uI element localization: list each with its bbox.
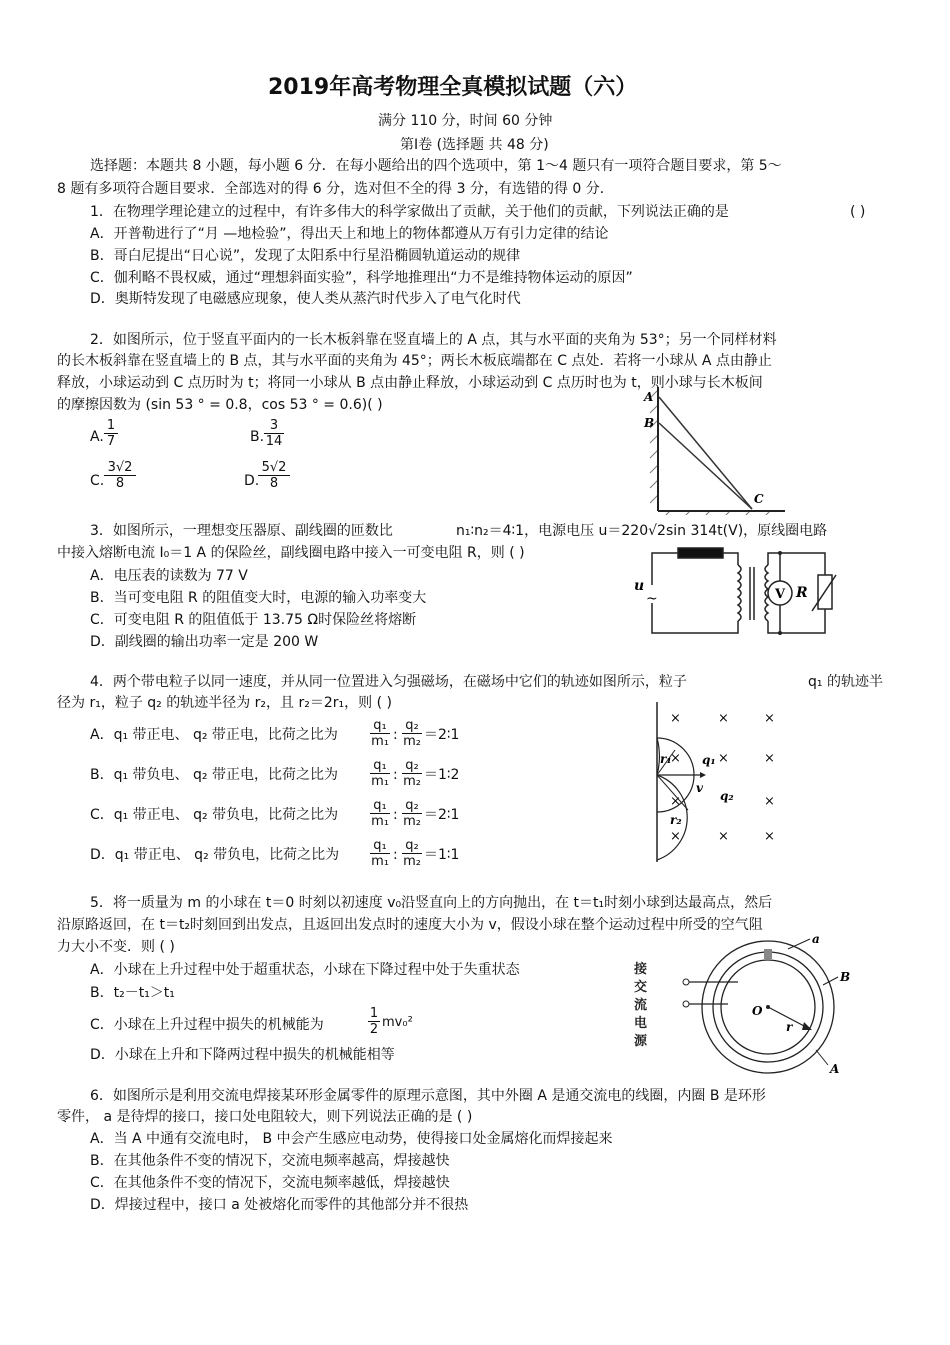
q2-point-c-label: C [754, 492, 764, 506]
q4-field-cross-7: × [670, 794, 681, 809]
q4-option-c-ratio: ＝2∶1 [424, 807, 460, 823]
q3-option-b: B．当可变电阻 R 的阻值变大时，电源的输入功率变大 [90, 590, 427, 606]
q3-option-d: D．副线圈的输出功率一定是 200 W [90, 634, 319, 650]
q4-field-cross-10: × [718, 829, 729, 844]
q6-option-c: C．在其他条件不变的情况下，交流电频率越低，焊接越快 [90, 1175, 450, 1191]
q3-transformer-circuit [630, 545, 840, 640]
q6-option-d: D．焊接过程中，接口 a 处被熔化而零件的其他部分并不很热 [90, 1197, 469, 1213]
q1-option-a: A．开普勒进行了“月 —地检验”，得出天上和地上的物体都遵从万有引力定律的结论 [90, 226, 609, 242]
q6-option-b: B．在其他条件不变的情况下，交流电频率越高，焊接越快 [90, 1153, 450, 1169]
q4-option-c-fraction-1: $\frac{\text{q₁}}{\text{m₁}}$ [371, 798, 389, 829]
q4-option-a-fraction-2: $\frac{\text{q₂}}{\text{m₂}}$ [403, 718, 421, 749]
q1-option-d: D．奥斯特发现了电磁感应现象，使人类从蒸汽时代步入了电气化时代 [90, 291, 521, 307]
q4-option-c-colon: : [393, 807, 398, 823]
q4-option-b-colon: : [393, 767, 398, 783]
q1-answer-paren: ( ) [850, 204, 866, 220]
q5-option-c-fraction: $\frac{1}{2}$ [369, 1006, 379, 1037]
svg-text:电: 电 [634, 1016, 648, 1031]
q4-option-b-fraction-1: $\frac{\text{q₁}}{\text{m₁}}$ [371, 758, 389, 789]
svg-text:交: 交 [634, 980, 648, 995]
q5-option-a: A．小球在上升过程中处于超重状态，小球在下降过程中处于失重状态 [90, 962, 520, 978]
q5-option-b: B．t₂－t₁＞t₁ [90, 985, 175, 1001]
q6-radius-r-label: r [786, 1020, 793, 1034]
q2-option-d-label: D. [244, 473, 260, 489]
q4-option-b-ratio: ＝1∶2 [424, 767, 460, 783]
q6-joint-a-label: a [812, 935, 820, 946]
instructions-line-2: 8 题有多项符合题目要求．全部选对的得 6 分，选对但不全的得 3 分，有选错的得 0 分． [57, 181, 614, 197]
q4-field-cross-11: × [764, 829, 775, 844]
q6-center-o-label: O [752, 1004, 763, 1018]
q2-option-d-fraction: $\frac{5√2}{8}$ [258, 460, 290, 491]
q5-stem-line-3: 力大小不变．则 ( ) [57, 939, 175, 955]
q4-option-a-fraction-1: $\frac{\text{q₁}}{\text{m₁}}$ [371, 718, 389, 749]
q5-option-d: D．小球在上升和下降两过程中损失的机械能相等 [90, 1047, 395, 1063]
q4-magnetic-field-diagram [640, 700, 790, 865]
q4-r1-label: r₁ [660, 752, 672, 766]
q3-stem-line-2: 中接入熔断电流 I₀＝1 A 的保险丝，副线圈电路中接入一可变电阻 R，则 ( ) [57, 545, 525, 561]
q2-point-b-label: B [644, 416, 655, 430]
q2-stem-line-2: 的长木板斜靠在竖直墙上的 B 点，其与水平面的夹角为 45°；两长木板底端都在 C 点处．若将一小球从 A 点由静止 [57, 353, 772, 369]
q3-stem-line-1a: 3．如图所示，一理想变压器原、副线圈的匝数比 [90, 523, 393, 539]
q4-r2-label: r₂ [670, 813, 682, 827]
q2-option-a-label: A. [90, 429, 104, 445]
q4-option-d-fraction-2: $\frac{\text{q₂}}{\text{m₂}}$ [403, 838, 421, 869]
q4-option-c-fraction-2: $\frac{\text{q₂}}{\text{m₂}}$ [403, 798, 421, 829]
q2-option-c-fraction: $\frac{3√2}{8}$ [104, 460, 136, 491]
q2-option-c-label: C. [90, 473, 105, 489]
q4-q2-label: q₂ [720, 789, 734, 803]
q6-ring-b-label: B [840, 970, 851, 984]
q1-option-b: B．哥白尼提出“日心说”，发现了太阳系中行星沿椭圆轨道运动的规律 [90, 248, 521, 264]
q3-stem-line-1b: n₁∶n₂＝4∶1，电源电压 u＝220√2sin 314t(V)，原线圈电路 [456, 523, 828, 539]
q4-option-a-text: A．q₁ 带正电、 q₂ 带正电，比荷之比为 [90, 727, 338, 743]
q4-option-a-ratio: ＝2∶1 [424, 727, 460, 743]
q3-resistor-label: R [796, 585, 808, 601]
q4-stem-line-1: 4．两个带电粒子以同一速度，并从同一位置进入匀强磁场，在磁场中它们的轨迹如图所示，粒子 [90, 674, 687, 690]
q4-field-cross-6: × [764, 751, 775, 766]
q6-stem-line-2: 零件， a 是待焊的接口，接口处电阻较大，则下列说法正确的是 ( ) [57, 1109, 473, 1125]
q1-option-c: C．伽利略不畏权威，通过“理想斜面实验”，科学地推理出“力不是维持物体运动的原因” [90, 270, 633, 286]
q2-option-b-label: B. [250, 429, 265, 445]
q2-point-a-label: A [644, 390, 654, 404]
q3-option-c: C．可变电阻 R 的阻值低于 13.75 Ω时保险丝将熔断 [90, 612, 417, 628]
q4-field-cross-3: × [764, 711, 775, 726]
q4-field-cross-9: × [670, 829, 681, 844]
q6-option-a: A．当 A 中通有交流电时， B 中会产生感应电动势，使得接口处金属熔化而焊接起来 [90, 1131, 613, 1147]
q2-stem-line-4: 的摩擦因数为 (sin 53 ° = 0.8，cos 53 ° = 0.6)( ) [57, 397, 383, 413]
q4-option-c-text: C．q₁ 带正电、 q₂ 带负电，比荷之比为 [90, 807, 339, 823]
q1-stem: 1．在物理学理论建立的过程中，有许多伟大的科学家做出了贡献，关于他们的贡献，下列说法正确的是 [90, 204, 729, 220]
q4-stem-line-2: 径为 r₁，粒子 q₂ 的轨迹半径为 r₂，且 r₂＝2r₁，则 ( ) [57, 695, 392, 711]
q5-option-c: C．小球在上升过程中损失的机械能为 [90, 1017, 324, 1033]
svg-text:流: 流 [634, 998, 648, 1013]
q2-option-b-fraction: $\frac{3}{14}$ [265, 418, 283, 449]
q6-stem-line-1: 6．如图所示是利用交流电焊接某环形金属零件的原理示意图，其中外圈 A 是通交流电的线圈，内圈 B 是环形 [90, 1088, 766, 1104]
svg-text:接: 接 [634, 962, 648, 977]
q4-field-cross-2: × [718, 711, 729, 726]
q4-option-d-text: D．q₁ 带正电、 q₂ 带负电，比荷之比为 [90, 847, 340, 863]
q4-option-b-fraction-2: $\frac{\text{q₂}}{\text{m₂}}$ [403, 758, 421, 789]
q4-stem-line-1-tail: q₁ 的轨迹半 [808, 674, 883, 690]
q5-stem-line-2: 沿原路返回，在 t＝t₂时刻回到出发点，且返回出发点时的速度大小为 v，假设小球在整个运动过程中所受的空气阻 [57, 917, 763, 933]
q2-stem-line-1: 2．如图所示，位于竖直平面内的一长木板斜靠在竖直墙上的 A 点，其与水平面的夹角为 53°；另一个同样材料 [90, 332, 777, 348]
q4-q1-label: q₁ [702, 753, 716, 767]
q2-inclined-boards-diagram [640, 385, 790, 515]
q4-option-d-fraction-1: $\frac{\text{q₁}}{\text{m₁}}$ [371, 838, 389, 869]
q6-welding-ring-diagram [628, 935, 858, 1080]
score-time: 满分 110 分，时间 60 分钟 [378, 113, 553, 129]
q6-coil-a-label: A [830, 1062, 840, 1076]
q4-option-d-ratio: ＝1∶1 [424, 847, 460, 863]
q3-ac-tilde-symbol: ~ [646, 591, 658, 607]
q3-source-u-label: u [634, 578, 645, 594]
q5-stem-line-1: 5．将一质量为 m 的小球在 t＝0 时刻以初速度 v₀沿竖直向上的方向抛出，在 t＝t₁时刻小球到达最高点，然后 [90, 895, 773, 911]
instructions-line-1: 选择题：本题共 8 小题，每小题 6 分．在每小题给出的四个选项中，第 1～4 题只有一项符合题目要求，第 5～ [90, 158, 782, 174]
q4-field-cross-5: × [718, 751, 729, 766]
q4-velocity-label: v [696, 781, 703, 795]
q4-option-a-colon: : [393, 727, 398, 743]
q2-stem-line-3: 释放，小球运动到 C 点历时为 t；将同一小球从 B 点由静止释放，小球运动到 C 点历时也为 t，则小球与长木板间 [57, 375, 763, 391]
q4-option-d-colon: : [393, 847, 398, 863]
q4-field-cross-4: × [670, 751, 681, 766]
q4-field-cross-8: × [764, 794, 775, 809]
q5-option-c-energy: mv₀² [382, 1015, 413, 1030]
q6-ac-source-label: 接交流电源 [628, 935, 633, 936]
exam-title: 2019年高考物理全真模拟试题（六） [268, 75, 638, 100]
svg-text:源: 源 [634, 1034, 648, 1049]
q3-option-a: A．电压表的读数为 77 V [90, 568, 248, 584]
q3-voltmeter-label: V [775, 587, 786, 602]
section-heading: 第Ⅰ卷 (选择题 共 48 分) [400, 137, 549, 153]
q2-option-a-fraction: $\frac{1}{7}$ [104, 418, 118, 449]
q4-option-b-text: B．q₁ 带负电、 q₂ 带正电，比荷之比为 [90, 767, 338, 783]
q4-field-cross-1: × [670, 711, 681, 726]
